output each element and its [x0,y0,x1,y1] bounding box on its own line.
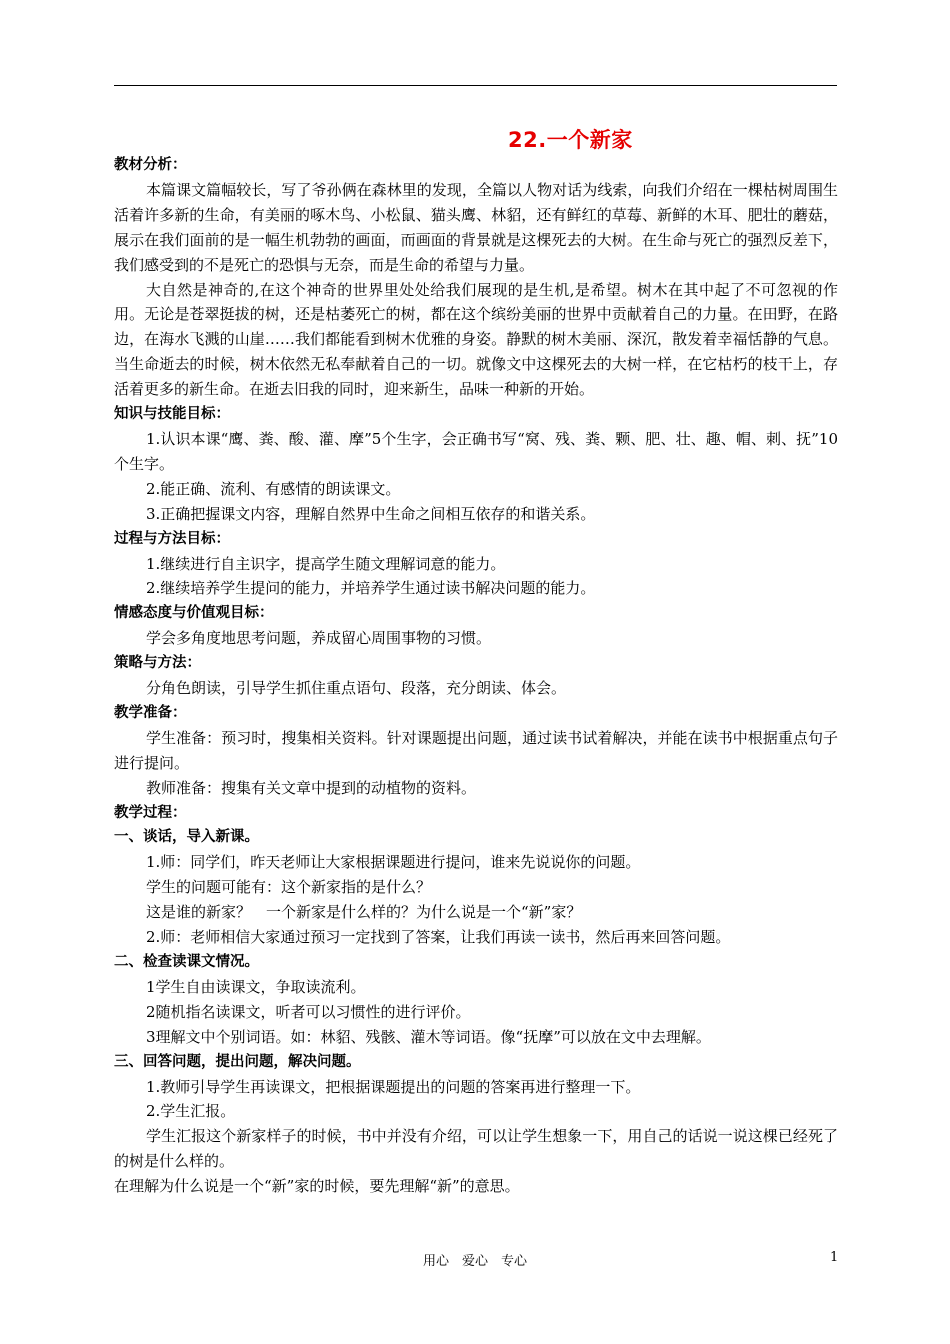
section-heading: 教材分析： [114,157,187,173]
paragraph: 大自然是神奇的,在这个神奇的世界里处处给我们展现的是生机,是希望。树木在其中起了不可忽视的作用。无论是苍翠挺拔的树，还是枯萎死亡的树，都在这个缤纷美丽的世界中贡献着自己的力量。在田野，在路边，在海水飞溅的山崖……我们都能看到树木优雅的身姿。静默的树木美丽、深沉，散发着幸福恬静的气息。当生命逝去的时候，树木依然无私奉献着自己的一切。就像文中这棵死去的大树一样，在它枯朽的枝干上，存活着更多的新生命。在逝去旧我的同时，迎来新生，品味一种新的开始。 [114,280,838,399]
paragraph: 学生准备：预习时，搜集相关资料。针对课题提出问题，通过读书试着解决，并能在读书中根据重点句子进行提问。 [114,728,838,772]
paragraph: 学会多角度地思考问题，养成留心周围事物的习惯。 [146,629,492,648]
paragraph: 2.继续培养学生提问的能力，并培养学生通过读书解决问题的能力。 [146,579,596,598]
paragraph: 分角色朗读，引导学生抓住重点语句、段落，充分朗读、体会。 [146,679,567,698]
header-rule [114,85,837,86]
paragraph: 在理解为什么说是一个“新”家的时候，要先理解“新”的意思。 [114,1177,520,1196]
section-heading: 知识与技能目标： [114,406,230,423]
section-heading: 三、回答问题，提出问题，解决问题。 [114,1053,361,1070]
paragraph: 3理解文中个别词语。如：林貂、残骸、灌木等词语。像“抚摩”可以放在文中去理解。 [146,1027,711,1046]
paragraph: 2.能正确、流利、有感情的朗读课文。 [146,479,401,498]
section-heading: 二、检查读课文情况。 [114,954,259,970]
section-heading: 一、谈话，导入新课。 [114,829,259,846]
paragraph: 学生汇报这个新家样子的时候，书中并没有介绍，可以让学生想象一下，用自己的话说一说这棵已经死了的树是什么样的。 [114,1127,838,1171]
section-heading: 策略与方法： [114,655,201,672]
paragraph: 1.继续进行自主识字，提高学生随文理解词意的能力。 [146,554,506,573]
paragraph: 3.正确把握课文内容，理解自然界中生命之间相互依存的和谐关系。 [146,504,596,523]
section-heading: 过程与方法目标： [114,530,230,547]
paragraph: 1.师：同学们，昨天老师让大家根据课题进行提问，谁来先说说你的问题。 [146,853,641,872]
paragraph: 2.师：老师相信大家通过预习一定找到了答案，让我们再读一读书，然后再来回答问题。 [146,928,731,947]
paragraph: 1.认识本课“鹰、粪、酸、灌、摩”5个生字，会正确书写“窝、残、粪、颗、肥、壮、趣、帽、刺、抚”10个生字。 [114,429,838,473]
footer-motto: 用心 爱心 专心 [422,1254,527,1269]
page-title: 22.一个新家 [508,128,633,152]
paragraph: 1学生自由读课文，争取读流利。 [146,977,366,996]
document-body [114,153,838,1199]
paragraph: 学生的问题可能有：这个新家指的是什么？ [146,878,432,897]
section-heading: 教学准备： [114,704,187,721]
page-number: 1 [830,1250,839,1265]
paragraph: 2.学生汇报。 [146,1102,236,1121]
paragraph: 这是谁的新家？ 一个新家是什么样的？为什么说是一个“新”家？ [146,903,582,922]
section-heading: 情感态度与价值观目标： [114,605,274,622]
paragraph: 2随机指名读课文，听者可以习惯性的进行评价。 [146,1002,471,1021]
section-heading: 教学过程： [114,804,187,821]
paragraph: 本篇课文篇幅较长，写了爷孙俩在森林里的发现，全篇以人物对话为线索，向我们介绍在一棵枯树周围生活着许多新的生命，有美丽的啄木鸟、小松鼠、猫头鹰、林貂，还有鲜红的草莓、新鲜的木耳、肥壮的蘑菇，展示在我们面前的是一幅生机勃勃的画面，而画面的背景就是这棵死去的大树。在生命与死亡的强烈反差下，我们感受到的不是死亡的恐惧与无奈，而是生命的希望与力量。 [114,180,838,274]
paragraph: 教师准备：搜集有关文章中提到的动植物的资料。 [146,778,477,797]
paragraph: 1.教师引导学生再读课文，把根据课题提出的问题的答案再进行整理一下。 [146,1077,641,1096]
